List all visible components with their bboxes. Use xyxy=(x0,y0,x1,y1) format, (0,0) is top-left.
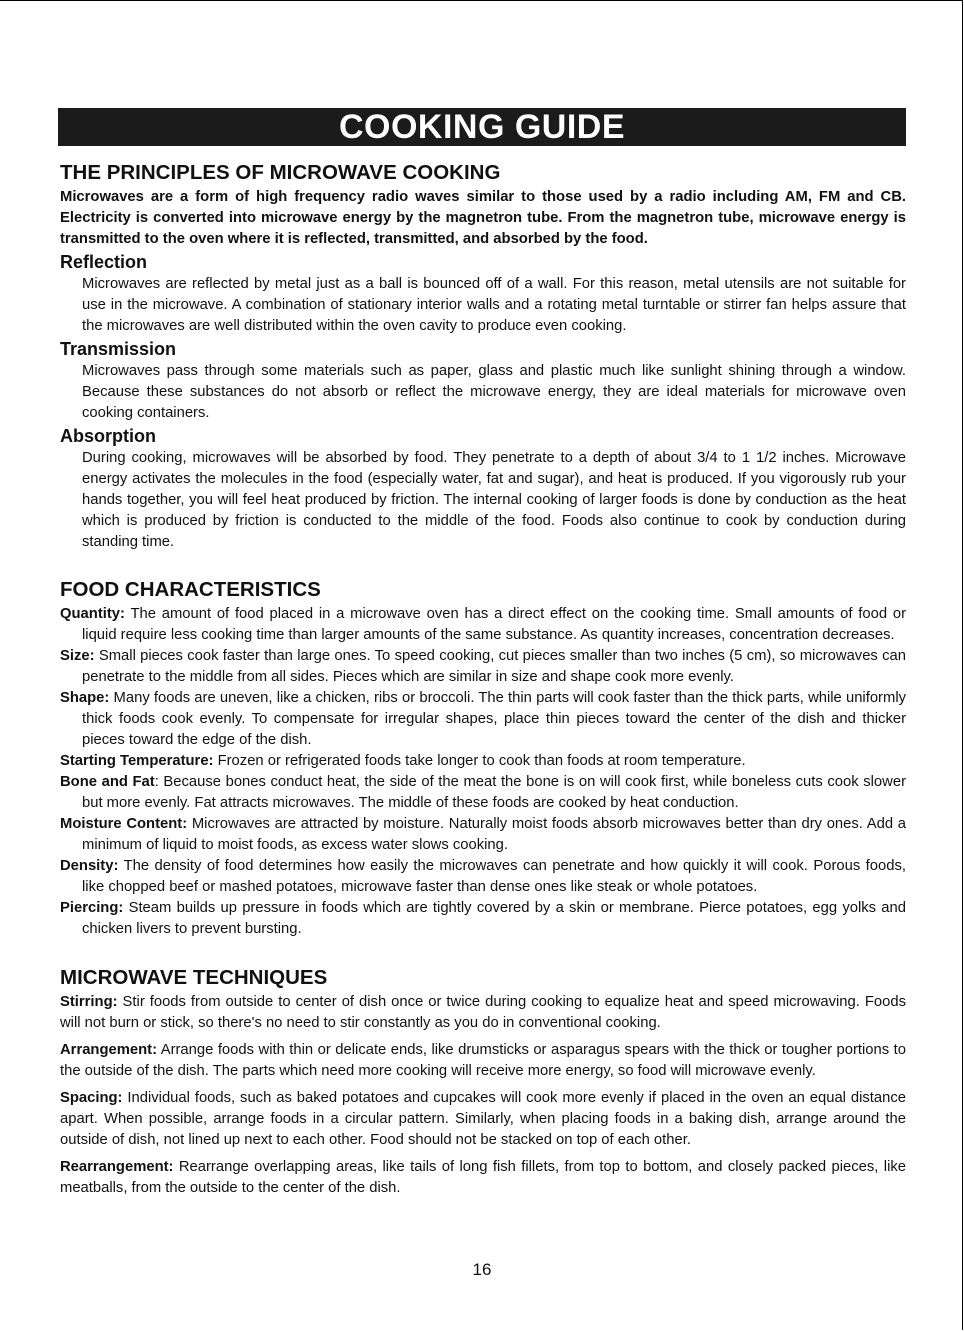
absorption-title: Absorption xyxy=(60,426,156,446)
page-number: 16 xyxy=(472,1260,492,1279)
section-spacer xyxy=(60,940,906,964)
principles-heading: THE PRINCIPLES OF MICROWAVE COOKING xyxy=(60,161,501,184)
term-label: Shape: xyxy=(60,690,110,706)
term-text: Microwaves are attracted by moisture. Naturally moist foods absorb microwaves better than dry ones. Add a minimum of liquid to moist foods, as excess water slows cooking. xyxy=(82,816,906,853)
technique-arrangement xyxy=(60,1040,906,1082)
term-label: Stirring: xyxy=(60,994,118,1010)
technique-stirring xyxy=(60,992,906,1034)
technique-rearrangement xyxy=(60,1157,906,1199)
term-label: Piercing: xyxy=(60,900,124,916)
principles-intro: Microwaves are a form of high frequency radio waves similar to those used by a radio including AM, FM and CB. Electricity is converted into microwave energy by the magnetron tube. From the magnetron tube, microwave energy is transmitted to the oven where it is reflected, transmitted, and absorbed by the food. xyxy=(60,189,906,247)
term-text: Rearrange overlapping areas, like tails of long fish fillets, from top to bottom, and closely packed pieces, like meatballs, from the outside to the center of the dish. xyxy=(60,1159,906,1196)
term-text: Small pieces cook faster than large ones. To speed cooking, cut pieces smaller than two inches (5 cm), so microwaves can penetrate to the middle from all sides. Pieces which are similar in size and shape cook more evenly. xyxy=(82,648,906,685)
food-item-starting-temperature xyxy=(60,751,906,772)
term-text: Many foods are uneven, like a chicken, ribs or broccoli. The thin parts will cook faster than the thick parts, while uniformly thick foods cook evenly. To compensate for irregular shapes, place thin pieces toward the center of the dish and thicker pieces toward the edge of the dish. xyxy=(82,690,906,748)
term-text: The density of food determines how easily the microwaves can penetrate and how quickly it will cook. Porous foods, like chopped beef or mashed potatoes, microwave faster than dense ones like steak or whole potatoes. xyxy=(82,858,906,895)
transmission-text: Microwaves pass through some materials such as paper, glass and plastic much like sunlight shining through a window. Because these substances do not absorb or reflect the microwave energy, they are ideal materials for microwave oven cooking containers. xyxy=(82,363,906,421)
term-label: Quantity: xyxy=(60,606,125,622)
document-body xyxy=(60,159,906,1205)
absorption-text: During cooking, microwaves will be absorbed by food. They penetrate to a depth of about 3/4 to 1 1/2 inches. Microwave energy activates the molecules in the food (especially water, fat and sugar), and heat is produced. If you vigorously rub your hands together, you will feel heat produced by friction. The internal cooking of larger foods is done by conduction as the heat which is produced by friction is conducted to the middle of the food. Foods also continue to cook by conduction during standing time. xyxy=(82,450,906,550)
transmission-title: Transmission xyxy=(60,339,177,359)
food-item-size xyxy=(60,646,906,688)
term-text: Stir foods from outside to center of dish once or twice during cooking to equalize heat and speed microwaving. Foods will not burn or stick, so there's no need to stir constantly as you do in conventional cooking. xyxy=(60,994,906,1031)
reflection-text: Microwaves are reflected by metal just as a ball is bounced off of a wall. For this reason, metal utensils are not suitable for use in the microwave. A combination of stationary interior walls and a rotating metal turntable or stirrer fan helps assure that the microwaves are well distributed within the oven cavity to produce even cooking. xyxy=(82,276,906,334)
section-spacer xyxy=(60,553,906,576)
microwave-techniques-heading: MICROWAVE TECHNIQUES xyxy=(60,966,328,989)
term-text: : Because bones conduct heat, the side of the meat the bone is on will cook first, while boneless cuts cook slower but more evenly. Fat attracts microwaves. The middle of these foods are cooked by heat conduction. xyxy=(82,774,906,811)
reflection-title: Reflection xyxy=(60,252,148,272)
term-text: Frozen or refrigerated foods take longer to cook than foods at room temperature. xyxy=(213,753,746,769)
term-label: Size: xyxy=(60,648,95,664)
food-item-piercing xyxy=(60,898,906,940)
term-label: Moisture Content: xyxy=(60,816,188,832)
food-item-bone-and-fat xyxy=(60,772,906,814)
food-item-moisture-content xyxy=(60,814,906,856)
term-label: Spacing: xyxy=(60,1090,123,1106)
food-item-quantity xyxy=(60,604,906,646)
term-text: The amount of food placed in a microwave oven has a direct effect on the cooking time. Small amounts of food or liquid require less cooking time than larger amounts of the same substance. As quantity increases, concentration decreases. xyxy=(82,606,906,643)
term-label: Arrangement: xyxy=(60,1042,158,1058)
term-text: Steam builds up pressure in foods which are tightly covered by a skin or membrane. Pierce potatoes, egg yolks and chicken livers to prevent bursting. xyxy=(82,900,906,937)
food-characteristics-heading: FOOD CHARACTERISTICS xyxy=(60,578,321,601)
term-label: Starting Temperature: xyxy=(60,753,214,769)
term-text: Arrange foods with thin or delicate ends, like drumsticks or asparagus spears with the thick or tougher portions to the outside of the dish. The parts which need more cooking will receive more energy, so food will microwave evenly. xyxy=(60,1042,906,1079)
term-text: Individual foods, such as baked potatoes and cupcakes will cook more evenly if placed in the oven an equal distance apart. When possible, arrange foods in a circular pattern. Similarly, when placing foods in a baking dish, arrange around the outside of dish, not lined up next to each other. Food should not be stacked on top of each other. xyxy=(60,1090,906,1148)
technique-spacing xyxy=(60,1088,906,1151)
food-item-shape xyxy=(60,688,906,751)
term-label: Bone and Fat xyxy=(60,774,155,790)
page-title-banner: COOKING GUIDE xyxy=(58,108,906,146)
term-label: Density: xyxy=(60,858,119,874)
food-item-density xyxy=(60,856,906,898)
term-label: Rearrangement: xyxy=(60,1159,174,1175)
